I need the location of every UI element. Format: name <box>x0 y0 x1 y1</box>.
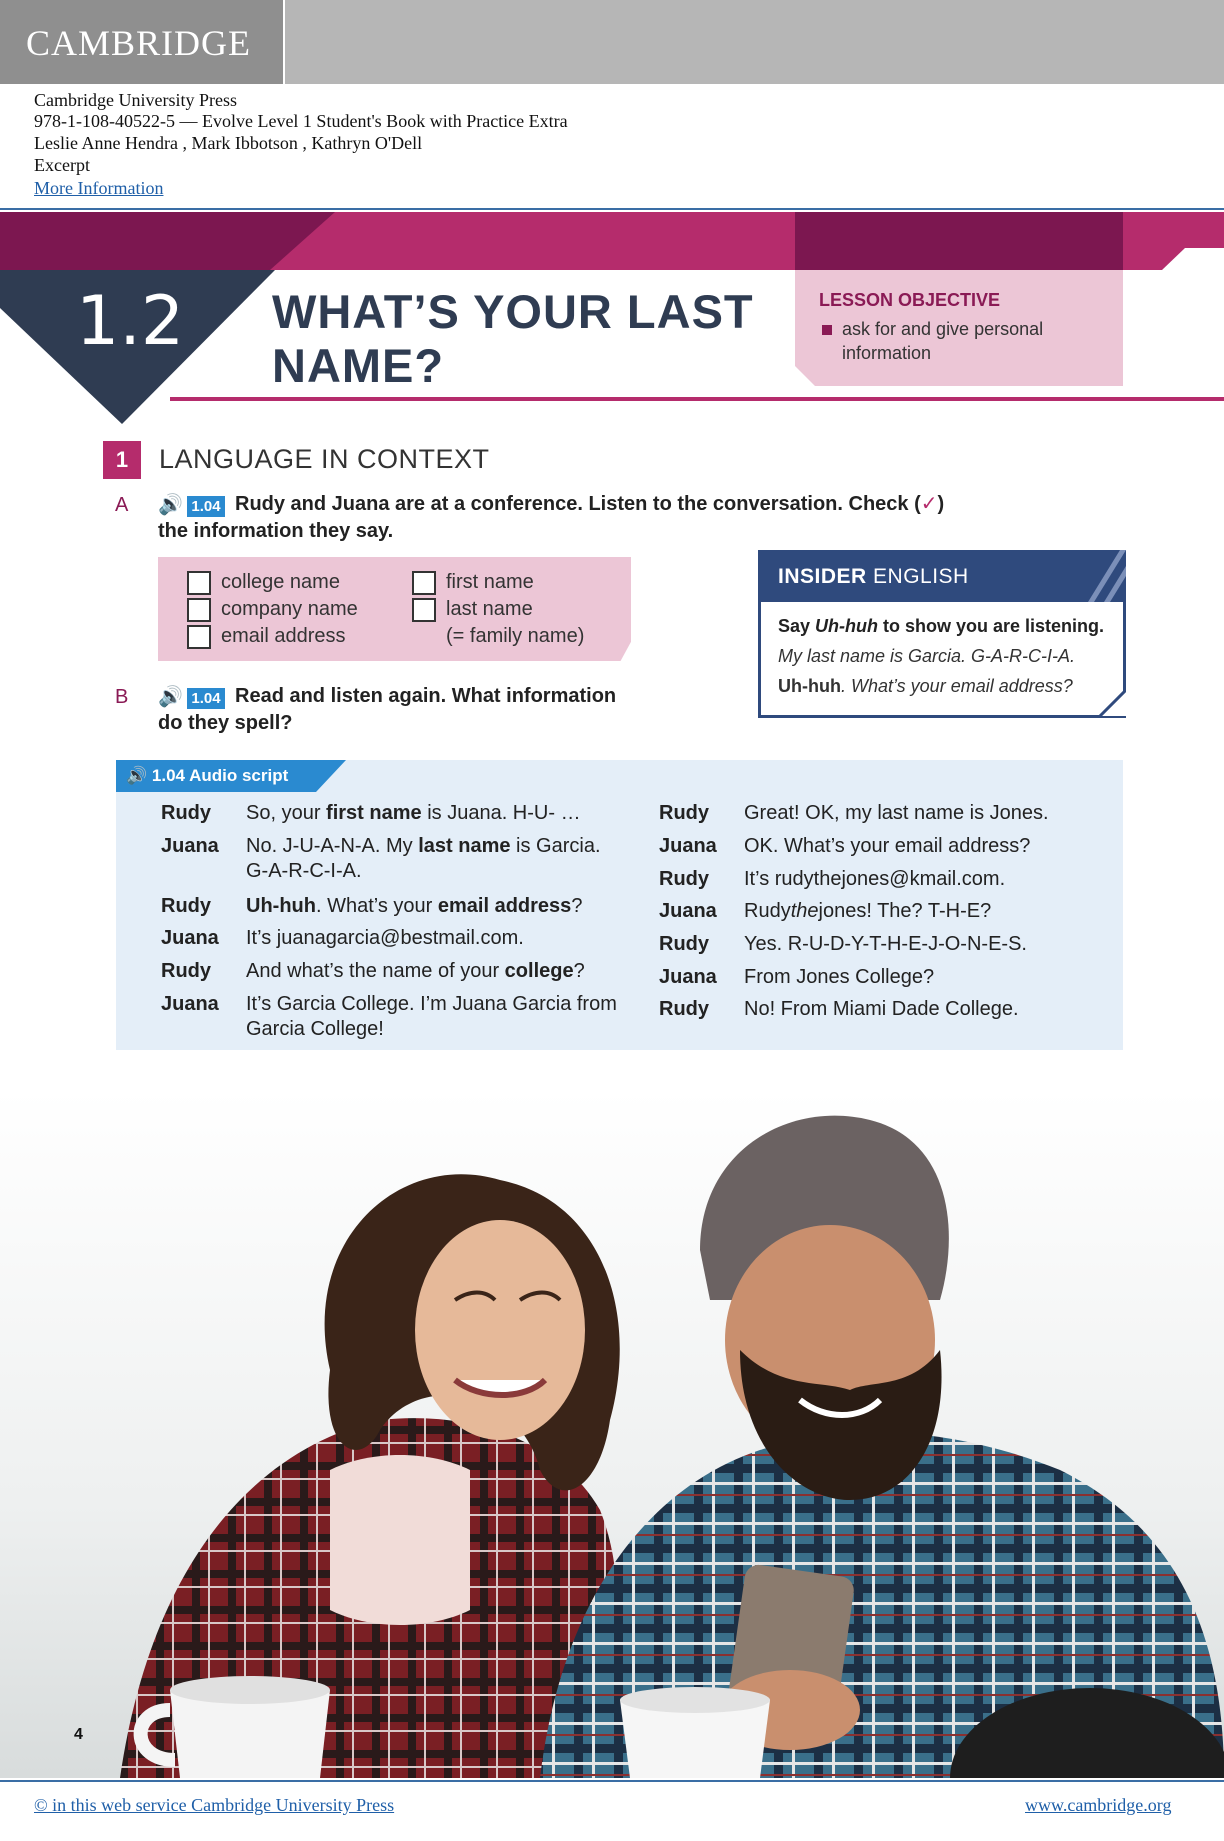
checklist-corner <box>620 640 632 662</box>
script-line: It’s rudythejones@kmail.com. <box>744 868 1006 890</box>
speaker-name: Rudy <box>161 960 211 982</box>
insider-line-2: My last name is Garcia. G-A-R-C-I-A. <box>778 646 1076 666</box>
script-line: Yes. R-U-D-Y-T-H-E-J-O-N-E-S. <box>744 933 1027 955</box>
speaker-name: Juana <box>659 966 717 988</box>
speaker-name: Juana <box>161 927 219 949</box>
script-line: And what’s the name of your college? <box>246 960 585 982</box>
checkbox-label: company name <box>221 598 358 620</box>
checkbox-label: first name <box>446 571 534 593</box>
page-number: 4 <box>74 1726 83 1743</box>
cambridge-website-link[interactable]: www.cambridge.org <box>1025 1795 1172 1815</box>
speaker-name: Rudy <box>659 933 709 955</box>
speaker-name: Rudy <box>659 868 709 890</box>
script-line: No. J-U-A-N-A. My last name is Garcia. G-A-R-C-I-A. <box>246 835 601 882</box>
speaker-name: Juana <box>161 835 219 857</box>
lesson-objective-text: ask for and give personal information <box>842 319 1044 363</box>
track-badge: 1.04 <box>187 688 224 709</box>
script-line: So, your first name is Juana. H-U- … <box>246 802 581 824</box>
insider-corner <box>1090 690 1126 716</box>
script-line: From Jones College? <box>744 966 935 988</box>
script-line: Rudythejones! The? T-H-E? <box>744 900 992 922</box>
cambridge-logo: CAMBRIDGE <box>26 23 252 63</box>
publisher: Cambridge University Press <box>34 90 237 110</box>
script-line: It’s Garcia College. I’m Juana Garcia from Garcia College! <box>246 993 617 1040</box>
top-rule <box>0 208 1224 210</box>
speaker-name: Juana <box>659 835 717 857</box>
script-line: Great! OK, my last name is Jones. <box>744 802 1049 824</box>
checkbox-label: last name <box>446 598 533 620</box>
more-information-link[interactable]: More Information <box>34 178 164 198</box>
photo-two-people-with-phone <box>0 1090 1224 1778</box>
lesson-title: WHAT’S YOUR LAST NAME? <box>272 285 754 392</box>
lesson-band-shapes <box>0 212 1224 270</box>
speaker-icon: 🔊 <box>158 494 183 516</box>
exercise-a-letter: A <box>115 494 129 516</box>
isbn-title: 978-1-108-40522-5 — Evolve Level 1 Student's Book with Practice Extra <box>34 111 568 131</box>
audio-script-label: 🔊 1.04 Audio script <box>126 766 289 785</box>
checkbox-email-address[interactable] <box>187 625 211 649</box>
exercise-b-instruction: Read and listen again. What information do they spell? <box>158 685 617 734</box>
script-line: Uh-huh. What’s your email address? <box>246 895 583 917</box>
insider-stripes <box>1068 550 1126 602</box>
bottom-rule <box>0 1780 1224 1782</box>
insider-line-3: Uh-huh. What’s your email address? <box>778 676 1073 696</box>
checkbox-company-name[interactable] <box>187 598 211 622</box>
section-number: 1 <box>103 441 141 479</box>
family-name-note: (= family name) <box>446 625 585 647</box>
exercise-b-letter: B <box>115 686 129 708</box>
bullet-icon <box>822 325 832 335</box>
speaker-name: Juana <box>659 900 717 922</box>
checkbox-label: college name <box>221 571 340 593</box>
speaker-name: Rudy <box>659 802 709 824</box>
speaker-name: Rudy <box>161 895 211 917</box>
authors: Leslie Anne Hendra , Mark Ibbotson , Kathryn O'Dell <box>34 133 423 153</box>
tick-icon: ✓ <box>920 493 938 515</box>
speaker-icon: 🔊 <box>158 686 183 708</box>
checkbox-last-name[interactable] <box>412 598 436 622</box>
title-rule <box>170 397 1224 401</box>
track-badge: 1.04 <box>187 496 224 517</box>
speaker-name: Rudy <box>659 998 709 1020</box>
section-title: LANGUAGE IN CONTEXT <box>159 444 490 474</box>
lesson-objective-heading: LESSON OBJECTIVE <box>819 290 1001 310</box>
checkbox-first-name[interactable] <box>412 571 436 595</box>
script-line: OK. What’s your email address? <box>744 835 1031 857</box>
checkbox-label: email address <box>221 625 346 647</box>
speaker-name: Rudy <box>161 802 211 824</box>
insider-line-1: Say Uh-huh to show you are listening. <box>778 616 1105 636</box>
insider-english-title: INSIDER ENGLISH <box>778 565 969 588</box>
lesson-number: 1.2 <box>76 282 185 361</box>
script-line: It’s juanagarcia@bestmail.com. <box>246 927 524 949</box>
excerpt-label: Excerpt <box>34 155 90 175</box>
exercise-a-instruction: Rudy and Juana are at a conference. Listen to the conversation. Check (✓) the information they say. <box>158 493 945 542</box>
script-line: No! From Miami Dade College. <box>744 998 1019 1020</box>
speaker-name: Juana <box>161 993 219 1015</box>
copyright-link[interactable]: © in this web service Cambridge University Press <box>34 1795 395 1815</box>
checkbox-college-name[interactable] <box>187 571 211 595</box>
speaker-icon: 🔊 <box>126 766 148 785</box>
